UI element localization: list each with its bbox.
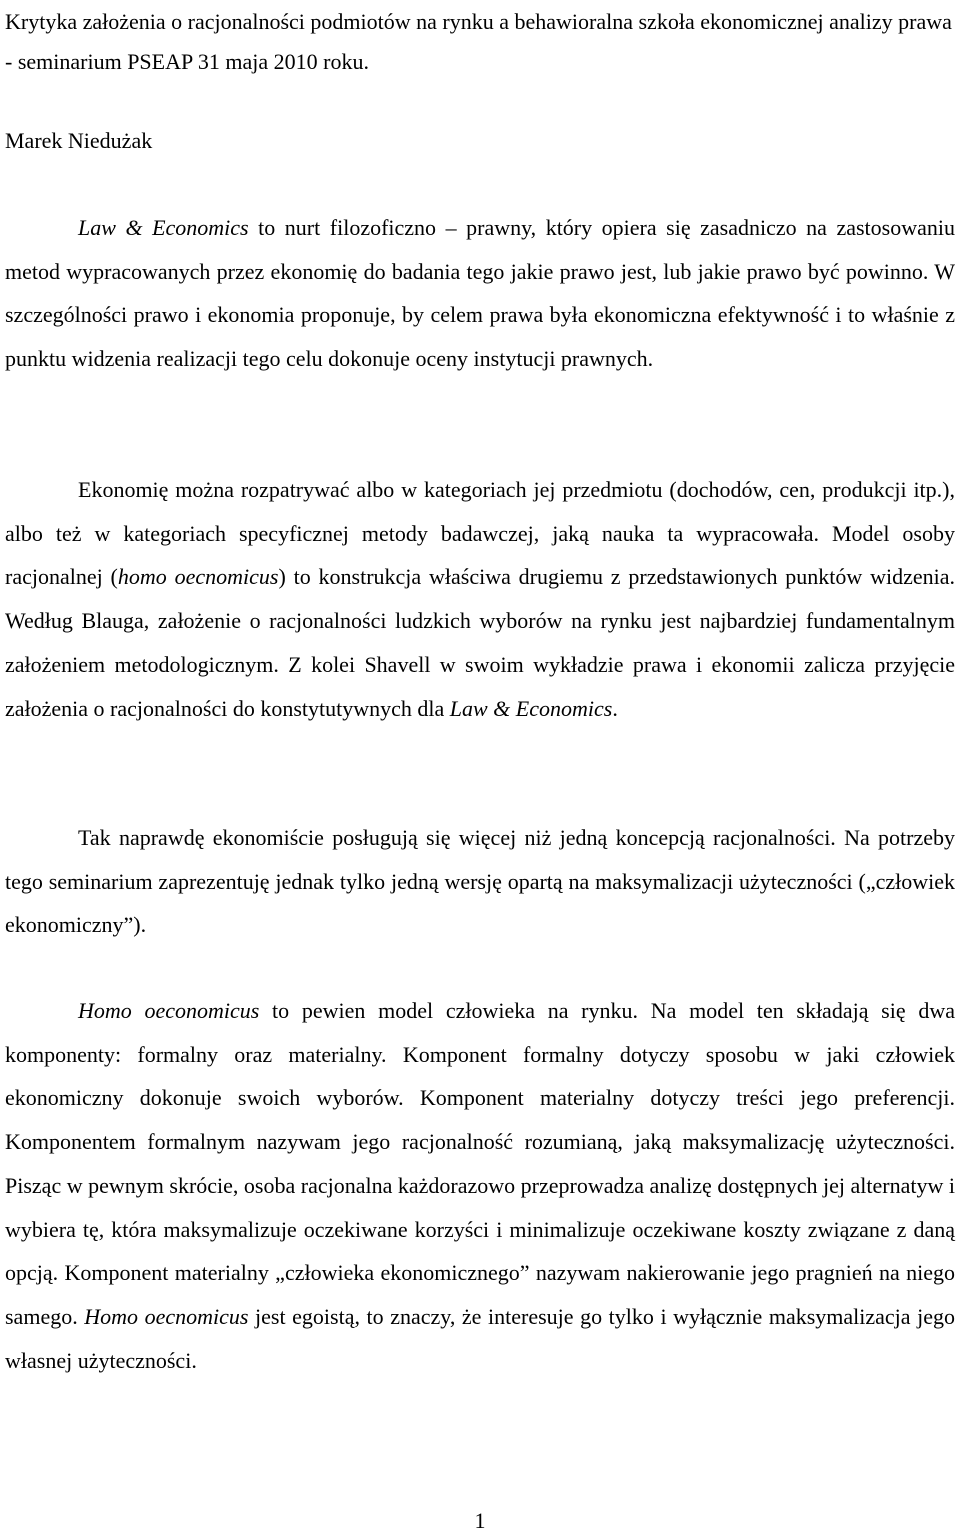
italic-term: homo oecnomicus	[117, 564, 279, 590]
paragraph-homo-oeconomicus	[5, 989, 955, 1382]
document-title: Krytyka założenia o racjonalności podmiotów na rynku a behawioralna szkoła ekonomicznej analizy prawa - seminarium PSEAP 31 maja 2010 roku.	[5, 9, 952, 74]
paragraph-text: Ekonomię można rozpatrywać albo w kategoriach jej przedmiotu (dochodów, cen, produkcji itp.), albo też w kategoriach specyficznej metody badawczej, jaką nauka ta wypracowała. Model osoby racjonalnej (	[5, 477, 955, 590]
paragraph-text: jest egoistą, to znaczy, że interesuje go tylko i wyłącznie maksymalizacja jego własnej użyteczności.	[5, 1303, 955, 1373]
page-number: 1	[474, 1508, 486, 1533]
italic-term: Law & Economics	[78, 215, 249, 240]
paragraph-text: to nurt filozoficzno – prawny, który opiera się zasadniczo na zastosowaniu metod wypracowanych przez ekonomię do badania tego jakie prawo jest, lub jakie prawo być powinno. W szczególności prawo i ekonomia proponuje, by celem prawa była ekonomiczna efektywność i to właśnie z punktu widzenia realizacji tego celu dokonuje oceny instytucji prawnych.	[5, 215, 955, 372]
paragraph-rationality-concepts	[5, 816, 955, 947]
paragraph-text: .	[612, 695, 618, 721]
paragraph-text: Tak naprawdę ekonomiście posługują się więcej niż jedną koncepcją racjonalności. Na potrzeby tego seminarium zaprezentuję jednak tylko jedną wersję opartą na maksymalizacji użyteczności („człowiek ekonomiczny”).	[5, 825, 955, 938]
paragraph-text: ) to konstrukcja właściwa drugiemu z przedstawionych punktów widzenia. Według Blauga, założenie o racjonalności ludzkich wyborów na rynku jest najbardziej fundamentalnym założeniem metodologicznym. Z kolei Shavell w swoim wykładzie prawa i ekonomii zalicza przyjęcie założenia o racjonalności do konstytutywnych dla	[5, 564, 955, 721]
paragraph-law-economics	[5, 206, 955, 381]
italic-term: Homo oecnomicus	[84, 1303, 249, 1329]
paragraph-economics-method	[5, 468, 955, 730]
italic-term: Homo oeconomicus	[78, 998, 260, 1023]
author-name: Marek Niedużak	[5, 128, 153, 153]
paragraph-text: to pewien model człowieka na rynku. Na model ten składają się dwa komponenty: formalny oraz materialny. Komponent formalny dotyczy sposobu w jaki człowiek ekonomiczny dokonuje swoich wyborów. Komponent materialny dotyczy treści jego preferencji. Komponentem formalnym nazywam jego racjonalność rozumianą, jaką maksymalizację użyteczności. Pisząc w pewnym skrócie, osoba racjonalna każdorazowo przeprowadza analizę dostępnych jej alternatyw i wybiera tę, która maksymalizuje oczekiwane korzyści i minimalizuje oczekiwane koszty związane z daną opcją. Komponent materialny „człowieka ekonomicznego” nazywam nakierowanie jego pragnień na niego samego.	[5, 998, 955, 1329]
italic-term: Law & Economics	[449, 695, 613, 721]
